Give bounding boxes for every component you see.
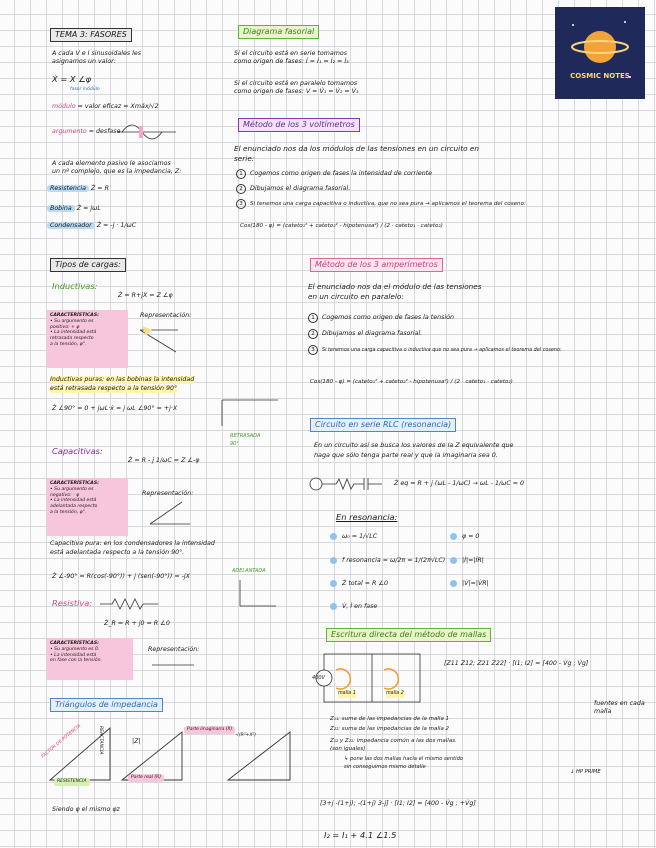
intro-line-1: A cada V e I sinusoidales les [52,50,142,57]
res-item-5: Ż total = R ∠0 [342,580,389,587]
resistiva-formula: Ż_R = R + j0 = R ∠0 [104,620,170,627]
triangulos-title: Triángulos de impedancia [50,698,163,712]
tri-label-resistencia: RESISTENCIA [54,778,90,786]
resistiva-notes-text: • Su argumento es 0. • La intensidad está en fase con la tensión. [50,646,102,664]
fasor-sub: fasor módulo [70,87,100,92]
inductiva-formula: Ż = R+jX = Z ∠φ [118,292,173,299]
modulo-label: módulo [52,103,76,110]
resistor-symbol [100,598,160,610]
z-desc-6: sin conseguimos mismo detalle [344,764,426,770]
adelantada-label: ADELANTADA [232,568,266,574]
amp-step-3: Si tenemos una carga capacitiva o inductiva que no sea pura → aplicamos el teorema del coseno: [322,347,562,353]
element-formula-resistencia: Ż = R [90,185,109,192]
res-item-1: ω₀ = 1/√LC [342,533,378,540]
cap-pura-1: Capacitiva pura: en los condensadores la intensidad [50,540,215,547]
angulo-label: argumento [52,128,87,135]
z-desc-4: (son iguales) [330,746,366,752]
element-formula-bobina: Ż = jωL [76,205,101,212]
capacitiva-notes [47,478,128,536]
volt-title: Método de los 3 voltímetros [238,118,360,132]
ind-pura-2: está retrasada respecto a la tensión 90° [50,385,178,392]
element-label-resistencia: Resistencia [47,185,89,192]
tri-label-z: |Z| [132,738,141,745]
diagrama-title: Diagrama fasorial [238,25,319,39]
ind-pura-1: Inductivas puras: en las bobinas la intensidad [50,376,195,383]
representacion-res: Representación: [148,646,200,653]
z-desc-3: Z₁₂ y Z₂₁: impedancia común a las dos mallas. [330,738,457,744]
resonancia-heading: En resonancia: [336,512,398,522]
capacitiva-heading: Capacitivas: [52,446,103,456]
volt-intro-2: serie: [234,154,255,163]
representacion-cap: Representación: [142,490,194,497]
element-label-bobina: Bobina [47,205,75,212]
volt-step-num-3: 3 [236,199,246,209]
res-item-4: |İ|=|İR| [462,557,484,564]
volt-step-num-2: 2 [236,184,246,194]
cap-pura-2: está adelantada respecto a la tensión 90°. [50,549,185,556]
siendo-text: Siendo φ el mismo φz [52,806,120,813]
circuit-malla1: malla 1 [338,691,356,696]
res-item-7: V̇, İ en fase [342,603,378,610]
volt-step-num-1: 1 [236,169,246,179]
res-item-6: |V̇|=|V̇R| [462,580,489,587]
amp-step-num-2: 2 [308,329,318,339]
amp-formula: Cos(180 - φ) = (cateto₁² + cateto₂² - hipotenusa²) / (2 · cateto₁ · cateto₂) [310,379,513,385]
element-label-condensador: Condensador [47,222,95,229]
tri-label-reactancia: REACTANCIA [98,726,103,755]
representacion-ind: Representación: [140,312,192,319]
adelantada-diagram [236,576,286,612]
caract-label-ind: CARACTERÍSTICAS: [50,313,99,318]
circuit-malla2: malla 2 [386,691,404,696]
amp-step-num-3: 3 [308,345,318,355]
rlc-title: Circuito en serie RLC (resonancia) [310,418,456,432]
cosmic-notes-logo [555,7,645,99]
amp-step-num-1: 1 [308,313,318,323]
inductive-phasor-diagram [138,322,198,362]
z-desc-1: Z₁₁: suma de las impedancias de la malla 1 [330,716,450,722]
matrix2: [3+j -(1+j); -(1+j) 3-j] · [I1; I2] = [400 - V̇g ; +V̇g] [320,800,476,807]
rlc-formula: Ż eq = R + j (ωL - 1/ωC) → ωL - 1/ωC = 0 [394,480,525,487]
z-desc-5: ↳ pone las dos mallas hacia el mismo sentido [344,756,464,762]
cargas-title: Tipos de cargas: [50,258,126,272]
logo-text: COSMIC NOTES [570,72,630,80]
fuentes-note: fuentes en cada malla [594,700,645,715]
mesh-circuit [310,648,432,704]
caract-label-cap: CARACTERÍSTICAS: [50,481,99,486]
tri-label-fp: FACTOR DE POTENCIA [40,723,83,760]
inductiva-notes-text: • Su argumento es positivo: + φ • La intensidad está retrasada respecto a la tensión, φ°. [50,318,97,347]
fasor-formula: Ẋ = X ∠φ [52,74,92,84]
res-item-2: φ = 0 [462,533,480,540]
amp-intro-2: en un circuito en paralelo: [308,292,404,301]
mallas-title: Escritura directa del método de mallas [326,628,491,642]
capacitiva-formula: Ż = R - j 1/ωC = Z ∠-φ [128,457,200,464]
retrasada-diagram [218,392,288,432]
capacitiva-notes-text: • Su argumento es negativo: - φ • La intensidad está adelantada respecto a la tensión, φ°. [50,486,98,515]
rlc-circuit [308,470,388,500]
serie-1: Si el circuito está en serie tomamos [234,50,347,57]
matrix-eq: [Z11 Z12; Z21 Z22] · [I1; I2] = [400 - V̇g ; V̇g] [444,660,589,667]
inductiva-heading: Inductivas: [52,281,98,291]
amp-intro-1: El enunciado nos da el módulo de las tensiones [308,282,482,291]
sine-wave-sketch [118,120,178,144]
tri-label-real: Parte real (R) [128,774,164,782]
amp-step-1: Cogemos como origen de fases la tensión [322,314,454,321]
paralelo-1: Si el circuito está en paralelo tomamos [234,80,358,87]
paralelo-2: como origen de fases: V = V̇₁ = V̇₂ = V̇₃ [234,88,359,95]
z-desc-2: Z₂₂: suma de las impedancias de la malla 2 [330,726,450,732]
retrasada-label: RETRASADA 90° [230,433,261,447]
modulo-frac: Xmáx/√2 [130,103,159,110]
intro-line-2: asignamos un valor: [52,58,116,65]
res-item-3: f resonancia = ω/2π = 1/(2π√LC) [342,557,446,564]
capacitive-phasor-diagram [148,498,198,530]
resistiva-heading: Resistiva: [52,598,93,608]
tri-label-imag: Parte imaginaria (X) [184,726,235,734]
solve-label: ↓ HP PRIME [570,769,601,775]
element-formula-condensador: Ż = -j · 1/ωC [96,222,137,229]
modulo-text: = valor eficaz = [77,103,129,110]
angulo-text: = desfase [88,128,121,135]
resistiva-notes [47,638,133,680]
elements-intro-2: un nº complejo, que es la impedancia, Z: [52,168,182,175]
circuit-source-label: 400V [312,675,325,681]
serie-2: como origen de fases: İ = İ₁ = İ₂ = İ₃ [234,58,349,65]
volt-intro-1: El enunciado nos da los módulos de las tensiones en un circuito en [234,144,479,153]
volt-step-1: Cogemos como origen de fases la intensidad de corriente [250,170,433,177]
resistive-phasor-diagram [150,660,200,670]
rlc-intro-2: haga que sólo tenga parte real y que la imaginaria sea 0. [314,451,498,459]
elements-intro-1: A cada elemento pasivo le asociamos [52,160,171,167]
tema-title: TEMA 3: FASORES [50,28,132,42]
volt-step-2: Dibujamos el diagrama fasorial. [250,185,351,192]
ind-pura-formula: Ż ∠90° = 0 + jωL·ẋ = j ωL ∠90° = +j·X [52,405,178,412]
tri-label-hyp: √(R²+X²) [236,733,256,738]
cap-pura-formula: Ż ∠-90° = R(cos(-90°)) + j (sen(-90°)) = -jX [52,573,190,580]
amp-title: Método de los 3 amperímetros [310,258,443,272]
volt-formula: Cos(180 - φ) = (cateto₁² + cateto₂² - hipotenusa²) / (2 · cateto₁ · cateto₂) [240,223,443,229]
volt-step-3: Si tenemos una carga capacitiva o inductiva, que no sea pura → aplicamos el teorema del coseno: [250,201,526,207]
planet-icon [555,7,645,99]
final-result: I₂ = I₁ + 4.1 ∠1.5 [324,830,397,840]
amp-step-2: Dibujamos el diagrama fasorial. [322,330,423,337]
inductiva-notes [47,310,128,368]
caract-label-res: CARACTERÍSTICAS: [50,641,99,646]
rlc-intro-1: En un circuito así se busca los valores de la Z equivalente que [314,441,514,449]
